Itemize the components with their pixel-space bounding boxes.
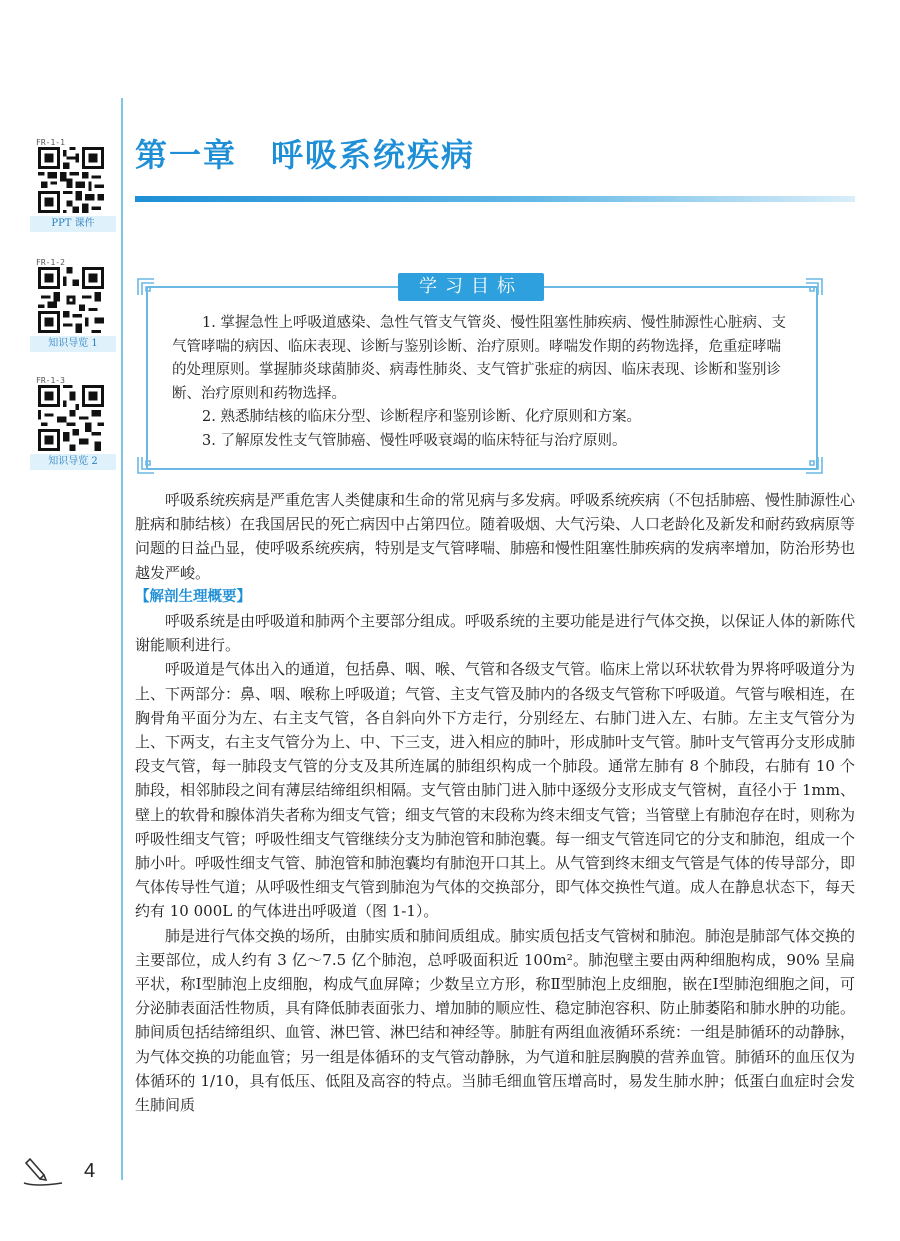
qr-caption: 知识导览 1 [30,336,116,352]
body-paragraph: 呼吸系统是由呼吸道和肺两个主要部分组成。呼吸系统的主要功能是进行气体交换，以保证人体的新陈代谢能顺利进行。 [135,612,856,655]
title-underline-bar [135,196,855,202]
qr-code-label: FR-1-1 [36,138,65,147]
qr-code-icon[interactable] [38,147,104,213]
margin-rule [121,98,123,1180]
body-paragraph: 肺是进行气体交换的场所，由肺实质和肺间质组成。肺实质包括支气管树和肺泡。肺泡是肺部气体交换的主要部位，成人约有 3 亿～7.5 亿个肺泡，总呼吸面积近 100m²。肺泡壁主要由两种细胞构成，90% 呈扁平状，称Ⅰ型肺泡上皮细胞，构成气血屏障；少数呈立方形，称Ⅱ型肺泡上皮细胞，嵌在Ⅰ型肺泡细胞之间，可分泌肺表面活性物质，具有降低肺表面张力、增加肺的顺应性、稳定肺泡容积、防止肺萎陷和肺水肿的功能。肺间质包括结缔组织、血管、淋巴管、淋巴结和神经等。肺脏有两组血液循环系统：一组是肺循环的动静脉，为气体交换的功能血管；另一组是体循环的支气管动静脉，为气道和脏层胸膜的营养血管。肺循环的血压仅为体循环的 1/10，具有低压、低阻及高容的特点。当肺毛细血管压增高时，易发生肺水肿；低蛋白血症时会发生肺间质 [135,926,856,1115]
page-number: 4 [84,1160,96,1182]
learning-objectives-heading: 学习目标 [398,273,544,301]
qr-block-ppt[interactable] [30,138,116,232]
learning-objectives-list [172,312,792,453]
qr-code-icon[interactable] [38,385,104,451]
main-body-text [135,488,855,1117]
objective-item: 1. 掌握急性上呼吸道感染、急性气管支气管炎、慢性阻塞性肺疾病、慢性肺源性心脏病、支气管哮喘的病因、临床表现、诊断与鉴别诊断、治疗原则。哮喘发作期的药物选择，危重症哮喘的处理原则。掌握肺炎球菌肺炎、病毒性肺炎、支气管扩张症的病因、临床表现、诊断和鉴别诊断、治疗原则和药物选择。 [172,315,786,402]
body-paragraph: 呼吸道是气体出入的通道，包括鼻、咽、喉、气管和各级支气管。临床上常以环状软骨为界将呼吸道分为上、下两部分：鼻、咽、喉称上呼吸道；气管、主支气管及肺内的各级支气管称下呼吸道。气管与喉相连，在胸骨角平面分为左、右主支气管，各自斜向外下方走行，分别经左、右肺门进入左、右肺。左主支气管分为上、下两支，右主支气管分为上、中、下三支，进入相应的肺叶，形成肺叶支气管。肺叶支气管再分支形成肺段支气管，每一肺段支气管的分支及其所连属的肺组织构成一个肺段。通常左肺有 8 个肺段，右肺有 10 个肺段，相邻肺段之间有薄层结缔组织相隔。支气管由肺门进入肺中逐级分支形成支气管树，直径小于 1mm、壁上的软骨和腺体消失者称为细支气管；细支气管的末段称为终末细支气管；当管壁上有肺泡存在时，则称为呼吸性细支气管；呼吸性细支气管继续分支为肺泡管和肺泡囊。每一细支气管连同它的分支和肺泡，组成一个肺小叶。呼吸性细支气管、肺泡管和肺泡囊均有肺泡开口其上。从气管到终末细支气管是气体的传导部分，即气体传导性气道；从呼吸性细支气管到肺泡为气体的交换部分，即气体交换性气道。成人在静息状态下，每天约有 10 000L 的气体进出呼吸道（图 1-1）。 [135,660,856,921]
qr-caption: 知识导览 2 [30,454,116,470]
intro-paragraph: 呼吸系统疾病是严重危害人类健康和生命的常见病与多发病。呼吸系统疾病（不包括肺癌、慢性肺源性心脏病和肺结核）在我国居民的死亡病因中占第四位。随着吸烟、大气污染、人口老龄化及新发和耐药致病原等问题的日益凸显，使呼吸系统疾病，特别是支气管哮喘、肺癌和慢性阻塞性肺疾病的发病率增加，防治形势也越发严峻。 [135,491,856,582]
qr-caption: PPT 课件 [30,216,116,232]
section-heading: 【解剖生理概要】 [135,588,251,605]
qr-block-guide-1[interactable] [30,258,116,352]
corner-ornament-icon [137,278,155,296]
corner-ornament-icon [805,278,823,296]
objective-item: 2. 熟悉肺结核的临床分型、诊断程序和鉴别诊断、化疗原则和方案。 [202,409,641,425]
qr-code-icon[interactable] [38,267,104,333]
corner-ornament-icon [805,456,823,474]
qr-block-guide-2[interactable] [30,376,116,470]
qr-code-label: FR-1-3 [36,376,65,385]
chapter-title: 第一章 呼吸系统疾病 [135,136,476,174]
pen-writing-icon [22,1153,66,1187]
qr-code-label: FR-1-2 [36,258,65,267]
corner-ornament-icon [137,456,155,474]
objective-item: 3. 了解原发性支气管肺癌、慢性呼吸衰竭的临床特征与治疗原则。 [202,432,627,449]
